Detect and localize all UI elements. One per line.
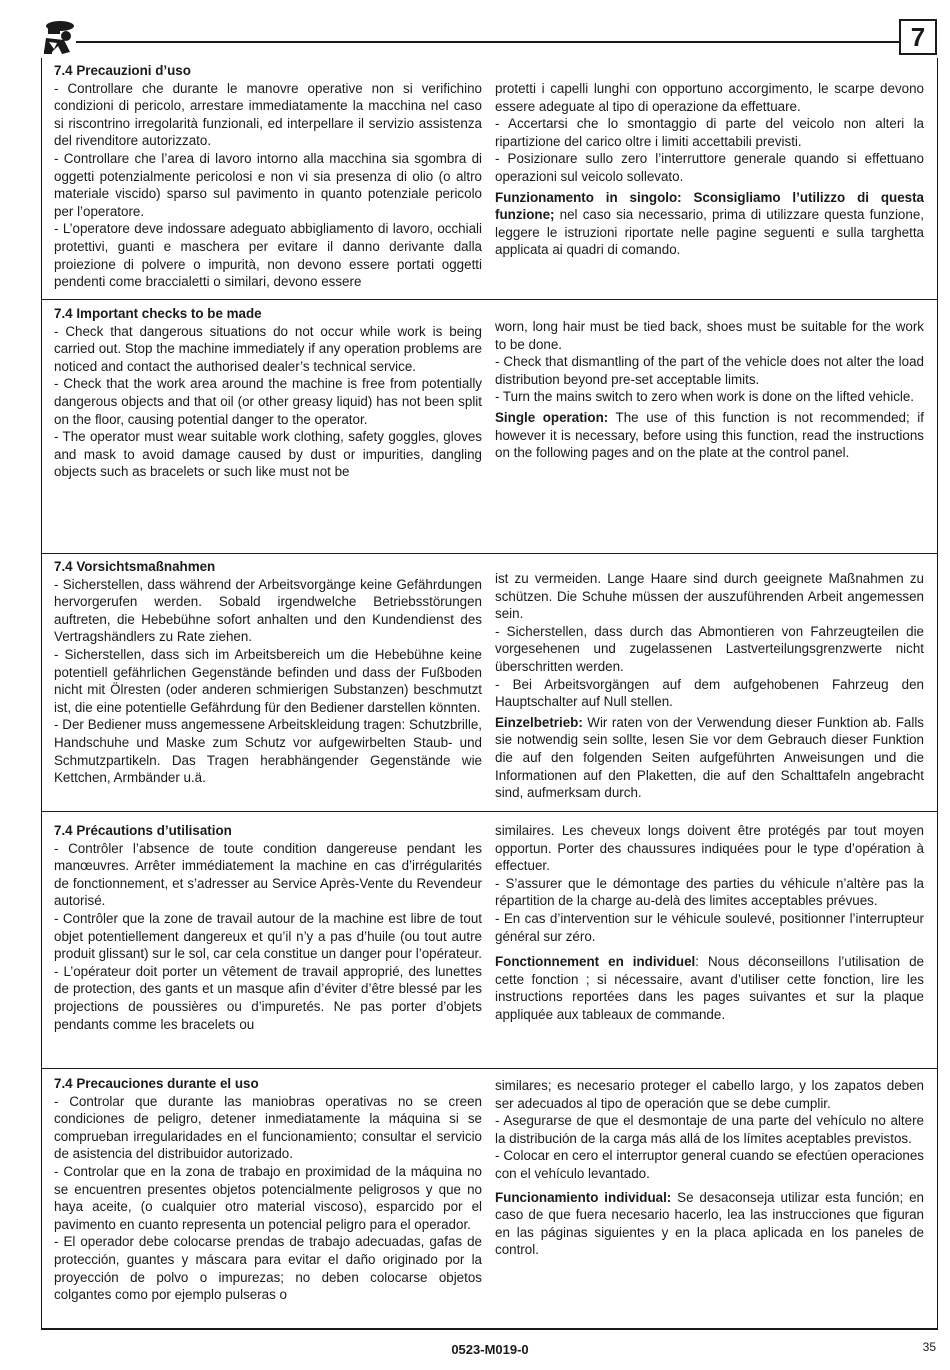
paragraph: - Sicherstellen, dass während der Arbeitsvorgänge keine Gefährdungen hervorgerufen werden. Sobald irgendwelche Betriebsstörungen auftreten, die Hebebühne sofort anhalten und den Kundendienst des Vertragshändlers zu Rate ziehen. (54, 576, 482, 645)
note-text: nel caso sia necessario, prima di utilizzare questa funzione, leggere le istruzioni riportate nelle pagine seguenti e sulla targhetta applicata ai quadri di comando. (495, 207, 924, 258)
paragraph: - Accertarsi che lo smontaggio di parte del veicolo non alteri la ripartizione del carico oltre i limiti accettabili previsti. (495, 116, 924, 149)
section-title: 7.4 Precauzioni d’uso (54, 63, 191, 78)
note-text: : Nous déconseillons l’utilisation de cette fonction ; si nécessaire, avant d’utiliser cette fonction, lire les instructions reportées dans les pages suivantes et sur la plaque appliquée aux tableaux de commande. (495, 954, 924, 1022)
paragraph: - Colocar en cero el interruptor general cuando se efectúen operaciones con el vehículo levantado. (495, 1148, 924, 1181)
document-code: 0523-M019-0 (451, 1342, 529, 1357)
paragraph: worn, long hair must be tied back, shoes must be suitable for the work to be done. (495, 319, 924, 352)
note-label: Single operation: (495, 409, 609, 425)
section-title: 7.4 Vorsichtsmaßnahmen (54, 559, 216, 574)
paragraph: - En cas d’intervention sur le véhicule soulevé, positionner l’interrupteur général sur zéro. (495, 910, 924, 944)
note-label: Funzionamento in singolo: Sconsigliamo l’utilizzo di questa funzione; (495, 189, 924, 223)
note-paragraph (495, 953, 924, 1023)
note-paragraph (495, 1189, 924, 1259)
note-paragraph (495, 189, 924, 259)
section-title: 7.4 Important checks to be made (54, 306, 262, 321)
paragraph: ist zu vermeiden. Lange Haare sind durch geeignete Maßnahmen zu schützen. Die Schuhe müssen der auszuführenden Arbeit angemessen sein. (495, 571, 924, 622)
section-divider (41, 811, 938, 812)
paragraph: - Check that the work area around the machine is free from potentially dangerous objects and that oil (or other greasy liquid) has not been split on the floor, causing potential danger to the operator. (54, 376, 482, 427)
section-left-column (54, 62, 482, 291)
paragraph: - Bei Arbeitsvorgängen auf dem aufgehobenen Fahrzeug den Hauptschalter auf Null stellen. (495, 676, 924, 710)
section-left-column (54, 558, 482, 787)
paragraph: similares; es necesario proteger el cabello largo, y los zapatos deben ser adecuados al tipo de operación que se debe cumplir. (495, 1078, 924, 1111)
section-divider (41, 299, 938, 300)
paragraph: - Controlar que durante las maniobras operativas no se creen condiciones de peligro, detener inmediatamente la máquina si se comprueban irregularidades en el funcionamiento; consultar el servicio de asistencia del distribuidor autorizado. (54, 1093, 482, 1162)
paragraph: - Contrôler l’absence de toute condition dangereuse pendant les manœuvres. Arrêter immédiatement la machine en cas d’irrégularités de fonctionnement, et s’adresser au Service Après-Vente du Revendeur autorisé. (54, 840, 482, 909)
paragraph: - Controlar que en la zona de trabajo en proximidad de la máquina no se encuentren presentes objetos potencialmente peligrosos y que no haya aceite, (o cualquier otro material viscoso), esparcido por el pavimento en cuanto representa un potencial peligro para el operador. (54, 1163, 482, 1232)
section-right-column (495, 822, 924, 1024)
paragraph: protetti i capelli lunghi con opportuno accorgimento, le scarpe devono essere adeguate al tipo di operazione da effettuare. (495, 81, 924, 114)
section-left-column (54, 822, 482, 1033)
paragraph: - El operador debe colocarse prendas de trabajo adecuadas, gafas de protección, guantes y máscara para evitar el daño originado por la proyección de polvo o impurezas; no deben colocarse objetos colgantes como por ejemplo pulseras o (54, 1234, 482, 1303)
note-text: The use of this function is not recommended; if however it is necessary, before using this function, read the instructions on the following pages and on the plate at the control panel. (495, 409, 924, 461)
paragraph: - Check that dismantling of the part of the vehicle does not alter the load distribution beyond pre-set acceptable limits. (495, 354, 924, 387)
paragraph: similaires. Les cheveux longs doivent être protégés par tout moyen opportun. Porter des chaussures indiquées pour le type d’opération à effectuer. (495, 823, 924, 874)
paragraph: - Sicherstellen, dass durch das Abmontieren von Fahrzeugteilen die vorgesehenen und zugelassenen Lastverteilungsgrenzwerte nicht überschritten werden. (495, 623, 924, 674)
note-label: Fonctionnement en individuel (495, 954, 696, 970)
paragraph: - Controllare che l’area di lavoro intorno alla macchina sia sgombra di oggetti potenzialmente pericolosi e non vi sia presenza di olio (o altro materiale viscido) sparso sul pavimento in quanto potenziale pericolo per l’operatore. (54, 150, 482, 219)
header-rule (76, 41, 900, 43)
section-right-column (495, 318, 924, 462)
paragraph: - Asegurarse de que el desmontaje de una parte del vehículo no altere la distribución de la carga más allá de los límites aceptables previstos. (495, 1113, 924, 1146)
note-text: Se desaconseja utilizar esta función; en caso de que fuera necesario hacerlo, lea las instrucciones que figuran en las páginas siguientes y en la placa aplicada en los paneles de control. (495, 1189, 924, 1258)
section-divider (41, 1068, 938, 1069)
note-label: Funcionamiento individual: (495, 1189, 672, 1205)
paragraph: - Check that dangerous situations do not occur while work is being carried out. Stop the machine immediately if any operation problems are noticed and contact the authorised dealer’s technical service. (54, 323, 482, 374)
paragraph: - Controllare che durante le manovre operative non si verifichino condizioni di pericolo, arrestare immediatamente la macchina nel caso si riscontrino irregolarità funzionali, ed interpellare il servizio assistenza del rivenditore autorizzato. (54, 80, 482, 149)
section-title: 7.4 Precauciones durante el uso (54, 1076, 259, 1091)
note-text: Wir raten von der Verwendung dieser Funktion ab. Falls sie notwendig sein sollte, lesen Sie vor dem Gebrauch dieser Funktion die auf den folgenden Seiten aufgeführten Anweisungen und die Informationen auf den Plaketten, die auf den Schalttafeln angebracht sind, aufmerksam durch. (495, 714, 924, 801)
section-left-column (54, 1075, 482, 1304)
frame-left-border (41, 58, 42, 1330)
page-number: 35 (922, 1340, 936, 1354)
section-left-column (54, 305, 482, 481)
frame-bottom-border (41, 1328, 938, 1330)
frame-right-border (937, 58, 938, 1330)
mechanic-figure-icon (40, 16, 80, 56)
paragraph: - Contrôler que la zone de travail autour de la machine est libre de tout objet potentiellement dangereux et qu’il n’y a pas d’huile (ou tout autre produit glissant) sur le sol, car cela constitue un danger pour l’opérateur. (54, 910, 482, 962)
paragraph: - L’operatore deve indossare adeguato abbigliamento di lavoro, occhiali protettivi, guanti e maschera per evitare il danno derivante dalla proiezione di polvere o impurità, non devono essere portati oggetti pendenti come braccialetti o similari, devono essere (54, 221, 482, 290)
paragraph: - L’opérateur doit porter un vêtement de travail approprié, des lunettes de protection, des gants et un masque afin d’éviter d’être blessé par les projections de poussières ou d’impuretés. Ne pas porter d’objets pendants comme les bracelets ou (54, 963, 482, 1032)
section-divider (41, 553, 938, 554)
note-paragraph (495, 714, 924, 802)
paragraph: - S’assurer que le démontage des parties du véhicule n’altère pas la répartition de la charge au-delà des limites acceptables prévues. (495, 875, 924, 909)
paragraph: - Turn the mains switch to zero when work is done on the lifted vehicle. (495, 389, 915, 405)
section-title: 7.4 Précautions d’utilisation (54, 823, 232, 838)
paragraph: - Sicherstellen, dass sich im Arbeitsbereich um die Hebebühne keine potentiell gefährlichen Gegenstände befinden und dass der Fußboden nicht mit Ölresten (oder anderen schmierigen Substanzen) beschmutzt ist, die eine potentielle Gefährdung für den Bediener darstellen könnten. (54, 646, 482, 715)
paragraph: - Posizionare sullo zero l’interruttore generale quando si effettuano operazioni sul veicolo sollevato. (495, 151, 924, 184)
chapter-number: 7 (899, 19, 937, 55)
paragraph: - Der Bediener muss angemessene Arbeitskleidung tragen: Schutzbrille, Handschuhe und Maske zum Schutz vor aufgewirbelten Staub- und Schmutzpartikeln. Das Tragen herabhängender Gegenstände wie Kettchen, Armbänder u.ä. (54, 717, 482, 786)
section-right-column (495, 570, 924, 802)
section-right-column (495, 80, 924, 259)
note-label: Einzelbetrieb: (495, 714, 583, 730)
paragraph: - The operator must wear suitable work clothing, safety goggles, gloves and mask to avoid damage caused by dust or impurities, dangling objects such as bracelets or such like must not be (54, 429, 482, 480)
section-right-column (495, 1077, 924, 1259)
note-paragraph (495, 409, 924, 462)
